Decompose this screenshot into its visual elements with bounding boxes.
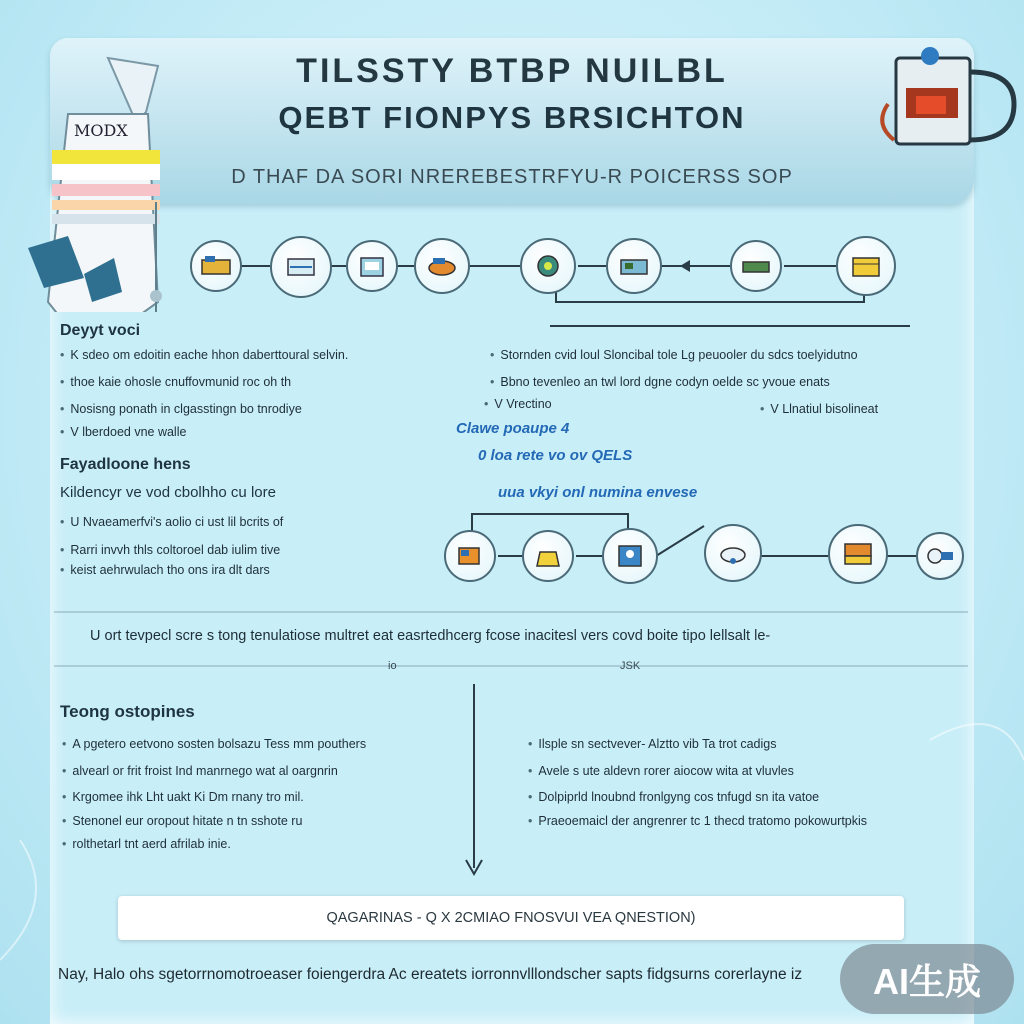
answer-box: QAGARINAS - Q X 2CMIAO FNOSVUI VEA QNESTION): [118, 896, 904, 940]
flow-label-right: JSK: [620, 660, 641, 672]
bottom-left-bullet-4: • Stenonel eur oropout hitate n tn sshote ru: [62, 814, 302, 828]
section-heading-1: Deyyt voci: [60, 322, 141, 339]
left-bullet-1: • K sdeo om edoitin eache hhon daberttoural selvin.: [60, 348, 348, 362]
left-bullet-4: • V lberdoed vne walle: [60, 425, 186, 439]
grinder-icon: [520, 238, 576, 294]
footer-text: Nay, Halo ohs sgetorrnomotroeaser foiengerdra Ac ereatets iorronnvlllondscher sapts fidgsurns corerlayne iz: [58, 966, 803, 983]
container-icon: [346, 240, 398, 292]
bottom-left-bullet-1: • A pgetero eetvono sosten bolsazu Tess mm pouthers: [62, 737, 366, 751]
section-heading-2: Fayadloone hens: [60, 456, 191, 473]
bottom-left-bullet-5: • rolthetarl tnt aerd afrilab inie.: [62, 837, 231, 851]
title-line-1: TILSSTY BTBP NUILBL: [296, 52, 728, 90]
bottom-left-bullet-3: • Krgomee ihk Lht uakt Ki Dm rnany tro mil.: [62, 790, 304, 804]
bag-icon: [522, 530, 574, 582]
flow-label-left: io: [388, 660, 397, 672]
left-bullet-7: • keist aehrwulach tho ons ira dlt dars: [60, 563, 270, 577]
title-line-2: QEBT FIONPYS BRSICHTON: [278, 100, 746, 135]
hair-dryer-icon: [916, 532, 964, 580]
ai-generated-badge: AI生成: [840, 944, 1014, 1014]
conveyor-icon: [414, 238, 470, 294]
food-box-icon: [190, 240, 242, 292]
sorting-machine-icon: [270, 236, 332, 298]
bottom-left-bullet-2: • alvearl or frit froist Ind manrnego wat al oargnrin: [62, 764, 338, 778]
crate-icon: [836, 236, 896, 296]
section-subheading-2: Kildencyr ve vod cbolhho cu lore: [60, 484, 276, 501]
blue-heading-1: Clawe poaupe 4: [456, 420, 570, 437]
mixer-icon: [704, 524, 762, 582]
right-bullet-4: • V Llnatiul bisolineat: [760, 402, 878, 416]
bottom-right-bullet-2: • Avele s ute aldevn rorer aiocow wita at vluvles: [528, 764, 794, 778]
right-bullet-1: • Stornden cvid loul Sloncibal tole Lg peuooler du sdcs toelyidutno: [490, 348, 858, 362]
bottom-right-bullet-3: • Dolpiprld lnoubnd fronlgyng cos tnfugd sn ita vatoe: [528, 790, 819, 804]
tray-icon: [730, 240, 782, 292]
press-machine-icon: [606, 238, 662, 294]
bottom-right-bullet-4: • Praeoemaicl der angrenrer tc 1 thecd tratomo pokowurtpkis: [528, 814, 867, 828]
process-description: U ort tevpecl scre s tong tenulatiose multret eat easrtedhcerg fcose inacitesl vers covd boite tipo lellsalt le-: [90, 628, 771, 644]
bottom-right-bullet-1: • Ilsple sn sectvever- Alztto vib Ta trot cadigs: [528, 737, 776, 751]
subtitle: D THAF DA SORI NREREBESTRFYU-R POICERSS SOP: [231, 166, 793, 188]
left-bullet-2: • thoe kaie ohosle cnuffovmunid roc oh th: [60, 375, 291, 389]
right-bullet-2: • Bbno tevenleo an twl lord dgne codyn oelde sc yvoue enats: [490, 375, 830, 389]
left-bullet-3: • Nosisng ponath in clgasstingn bo tnrodiye: [60, 402, 302, 416]
bottle-label: MODX: [74, 121, 128, 140]
right-bullet-3: • V Vrectino: [484, 397, 552, 411]
section-heading-3: Teong ostopines: [60, 702, 195, 721]
packing-machine-icon: [828, 524, 888, 584]
blue-heading-3: uua vkyi onl numina envese: [498, 484, 698, 501]
scanner-icon: [444, 530, 496, 582]
blue-heading-2: 0 loa rete vo ov QELS: [478, 447, 633, 464]
robot-machine-icon: [602, 528, 658, 584]
left-bullet-6: • Rarri invvh thls coltoroel dab iulim tive: [60, 543, 280, 557]
left-bullet-5: • U Nvaeamerfvi's aolio ci ust lil bcrits of: [60, 515, 283, 529]
